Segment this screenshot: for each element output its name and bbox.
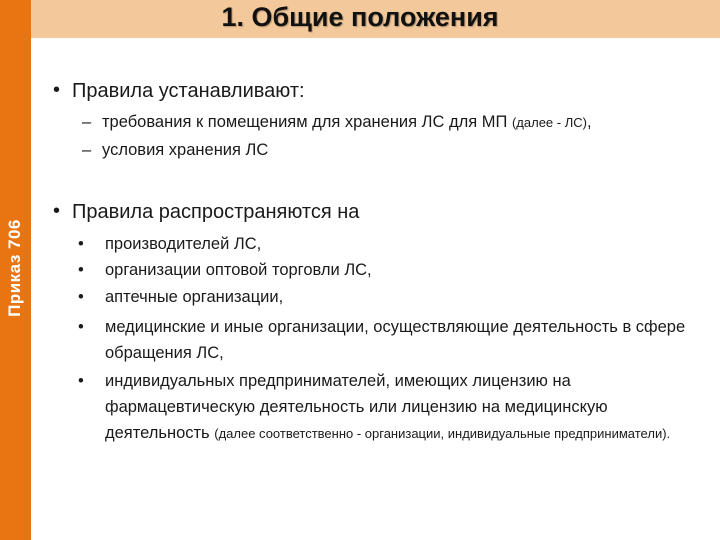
list-item: – условия хранения ЛС — [82, 141, 269, 159]
list-item: • медицинские и иные организации, осуществляющие деятельность в сфере обращения ЛС, — [105, 314, 700, 366]
bullet-icon: • — [53, 200, 61, 222]
bullet-icon: • — [78, 288, 84, 306]
sidebar-label: Приказ 706 — [5, 219, 24, 317]
bullet-icon: • — [78, 318, 84, 336]
dash-icon: – — [82, 141, 92, 159]
section1-heading: • Правила устанавливают: — [53, 79, 305, 102]
dash-icon: – — [82, 113, 92, 131]
list-item: – требования к помещениям для хранения ЛС для МП (далее - ЛС), — [82, 113, 592, 131]
list-item: • организации оптовой торговли ЛС, — [105, 257, 700, 283]
bullet-icon: • — [78, 372, 84, 390]
list-item: • производителей ЛС, — [105, 231, 700, 257]
page-title: 1. Общие положения — [221, 2, 499, 32]
sidebar — [0, 0, 31, 540]
list-item: • индивидуальных предпринимателей, имеющих лицензию на фармацевтическую деятельность или лицензию на медицинскую деятельность (далее соответственно - организации, индивидуальные предприниматели). — [105, 368, 700, 447]
bullet-icon: • — [78, 261, 84, 279]
bullet-icon: • — [53, 79, 61, 101]
list-item: • аптечные организации, — [105, 284, 700, 310]
section2-heading: • Правила распространяются на — [53, 200, 360, 223]
bullet-icon: • — [78, 235, 84, 253]
